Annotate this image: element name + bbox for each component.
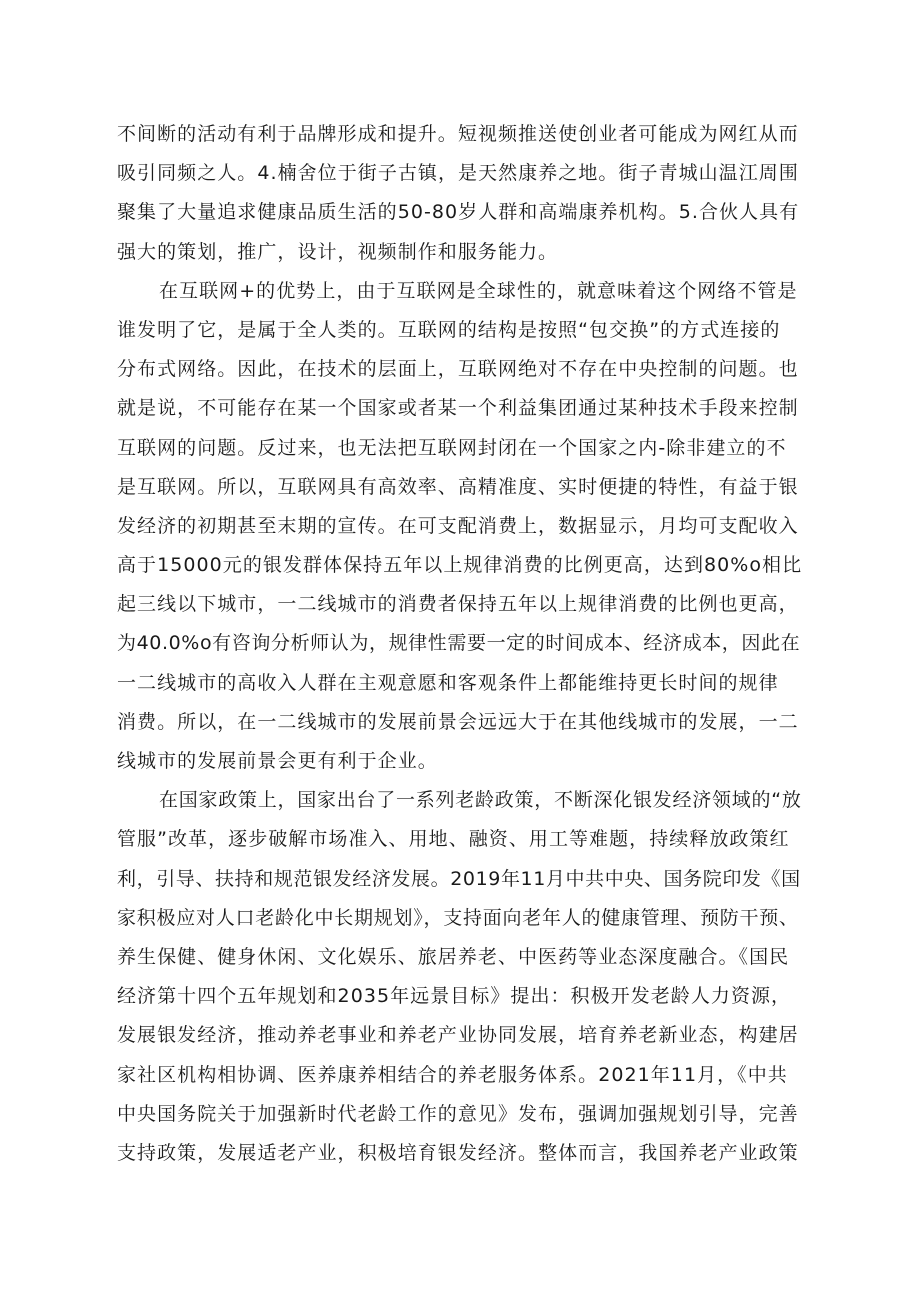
text-line: 就是说，不可能存在某一个国家或者某一个利益集团通过某种技术手段来控制 xyxy=(117,397,799,420)
text-line: 管服”改革，逐步破解市场准入、用地、融资、用工等难题，持续释放政策红 xyxy=(117,828,790,851)
text-line: 分布式网络。因此，在技术的层面上，互联网绝对不存在中央控制的问题。也 xyxy=(117,358,799,381)
body-text xyxy=(117,115,803,1173)
text-line: 聚集了大量追求健康品质生活的50-80岁人群和高端康养机构。5.合伙人具有 xyxy=(117,201,800,224)
text-line: 不间断的活动有利于品牌形成和提升。短视频推送使创业者可能成为网红从而 xyxy=(117,123,799,145)
text-line: 谁发明了它，是属于全人类的。互联网的结构是按照“包交换”的方式连接的 xyxy=(117,318,781,341)
text-line: 经济第十四个五年规划和2035年远景目标》提出：积极开发老龄人力资源， xyxy=(117,985,792,1008)
text-line: 为40.0%o有咨询分析师认为，规律性需要一定的时间成本、经济成本，因此在 xyxy=(117,632,801,655)
text-line: 支持政策，发展适老产业，积极培育银发经济。整体而言，我国养老产业政策 xyxy=(117,1141,799,1164)
text-line: 养生保健、健身休闲、文化娱乐、旅居养老、中医药等业态深度融合。《国民 xyxy=(117,945,790,968)
paragraph-first-line: 在国家政策上，国家出台了一系列老龄政策，不断深化银发经济领域的“放 xyxy=(159,789,802,812)
text-line: 家积极应对人口老龄化中长期规划》，支持面向老年人的健康管理、预防干预、 xyxy=(117,906,799,929)
text-line: 是互联网。所以，互联网具有高效率、高精准度、实时便捷的特性，有益于银 xyxy=(117,475,799,498)
text-line: 高于15000元的银发群体保持五年以上规律消费的比例更高，达到80%o相比 xyxy=(117,554,803,577)
text-line: 互联网的问题。反过来，也无法把互联网封闭在一个国家之内-除非建立的不 xyxy=(117,436,787,459)
text-line: 利，引导、扶持和规范银发经济发展。2019年11月中共中央、国务院印发《国 xyxy=(117,867,801,890)
text-line: 消费。所以，在一二线城市的发展前景会远远大于在其他线城市的发展，一二 xyxy=(117,710,799,733)
text-line: 一二线城市的高收入人群在主观意愿和客观条件上都能维持更长时间的规律 xyxy=(117,671,779,694)
text-line: 强大的策划，推广，设计，视频制作和服务能力。 xyxy=(117,240,559,263)
text-line: 线城市的发展前景会更有利于企业。 xyxy=(117,750,438,772)
text-line: 发展银发经济，推动养老事业和养老产业协同发展，培育养老新业态，构建居 xyxy=(117,1024,799,1047)
text-line: 吸引同频之人。4.楠舍位于街子古镇，是天然康养之地。街子青城山温江周围 xyxy=(117,162,799,185)
text-line: 起三线以下城市，一二线城市的消费者保持五年以上规律消费的比例也更高， xyxy=(117,593,799,616)
text-line: 中央国务院关于加强新时代老龄工作的意见》发布，强调加强规划引导，完善 xyxy=(117,1102,799,1125)
paragraph-first-line: 在互联网+的优势上，由于互联网是全球性的，就意味着这个网络不管是 xyxy=(159,279,798,302)
text-line: 发经济的初期甚至末期的宣传。在可支配消费上，数据显示，月均可支配收入 xyxy=(117,514,799,537)
text-line: 家社区机构相协调、医养康养相结合的养老服务体系。2021年11月，《中共 xyxy=(117,1063,788,1086)
